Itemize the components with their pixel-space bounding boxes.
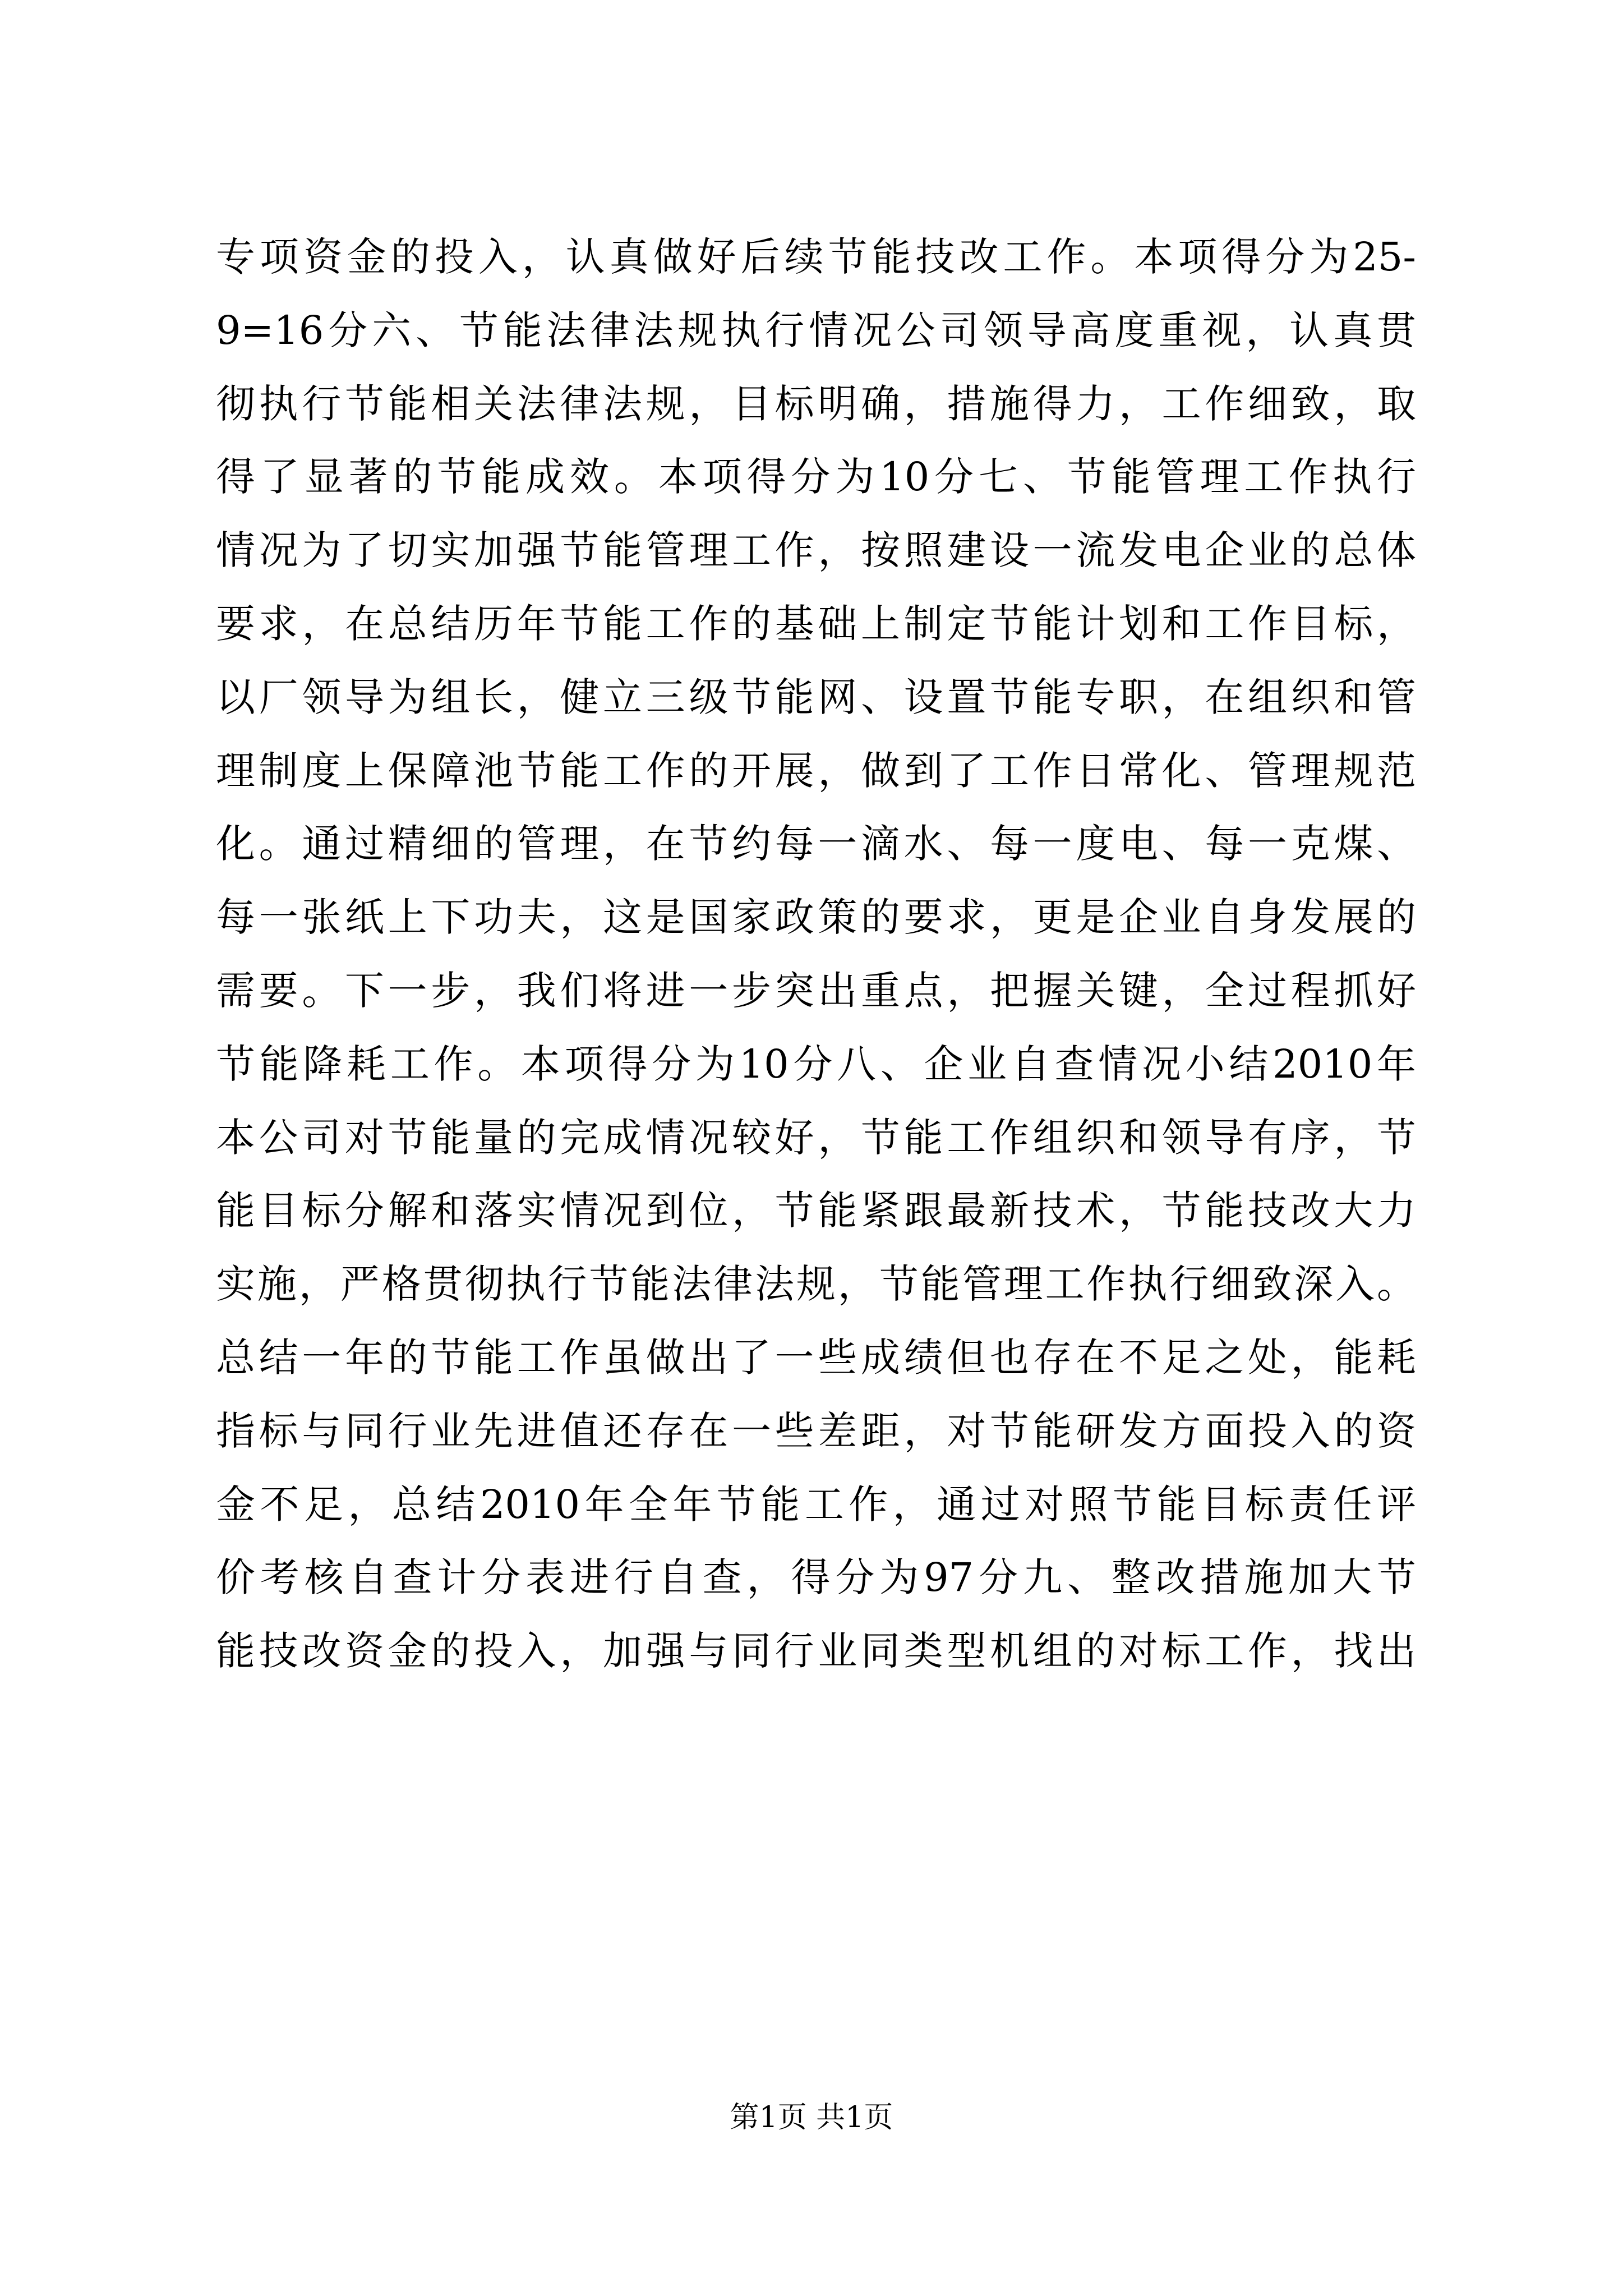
text-line: 需要。下一步，我们将进一步突出重点，把握关键，全过程抓好 <box>216 967 1416 1014</box>
body-text <box>216 220 1416 1688</box>
text-line: 价考核自查计分表进行自查，得分为97分九、整改措施加大节 <box>216 1554 1416 1601</box>
text-line: 彻执行节能相关法律法规，目标明确，措施得力，工作细致，取 <box>216 380 1416 427</box>
text-line: 金不足，总结2010年全年节能工作，通过对照节能目标责任评 <box>216 1481 1416 1527</box>
text-line: 要求，在总结历年节能工作的基础上制定节能计划和工作目标， <box>216 600 1416 647</box>
page-number: 第1页 共1页 <box>730 2101 893 2134</box>
text-line: 情况为了切实加强节能管理工作，按照建设一流发电企业的总体 <box>216 527 1416 574</box>
text-line: 指标与同行业先进值还存在一些差距，对节能研发方面投入的资 <box>216 1407 1416 1454</box>
text-line: 本公司对节能量的完成情况较好，节能工作组织和领导有序，节 <box>216 1114 1416 1161</box>
text-line: 每一张纸上下功夫，这是国家政策的要求，更是企业自身发展的 <box>216 894 1416 941</box>
text-line: 能技改资金的投入，加强与同行业同类型机组的对标工作，找出 <box>216 1628 1416 1674</box>
text-line: 化。通过精细的管理，在节约每一滴水、每一度电、每一克煤、 <box>216 821 1416 867</box>
text-line: 节能降耗工作。本项得分为10分八、企业自查情况小结2010年 <box>216 1041 1416 1087</box>
page-footer <box>0 2098 1623 2137</box>
text-line: 能目标分解和落实情况到位，节能紧跟最新技术，节能技改大力 <box>216 1188 1416 1234</box>
text-line: 专项资金的投入，认真做好后续节能技改工作。本项得分为25- <box>216 234 1416 280</box>
text-line: 以厂领导为组长，健立三级节能网、设置节能专职，在组织和管 <box>216 674 1416 720</box>
text-line: 实施，严格贯彻执行节能法律法规，节能管理工作执行细致深入。 <box>216 1261 1416 1308</box>
text-line: 总结一年的节能工作虽做出了一些成绩但也存在不足之处，能耗 <box>216 1334 1416 1381</box>
text-line: 得了显著的节能成效。本项得分为10分七、节能管理工作执行 <box>216 454 1416 500</box>
text-line: 9=16分六、节能法律法规执行情况公司领导高度重视，认真贯 <box>216 307 1416 353</box>
text-line: 理制度上保障池节能工作的开展，做到了工作日常化、管理规范 <box>216 747 1416 794</box>
